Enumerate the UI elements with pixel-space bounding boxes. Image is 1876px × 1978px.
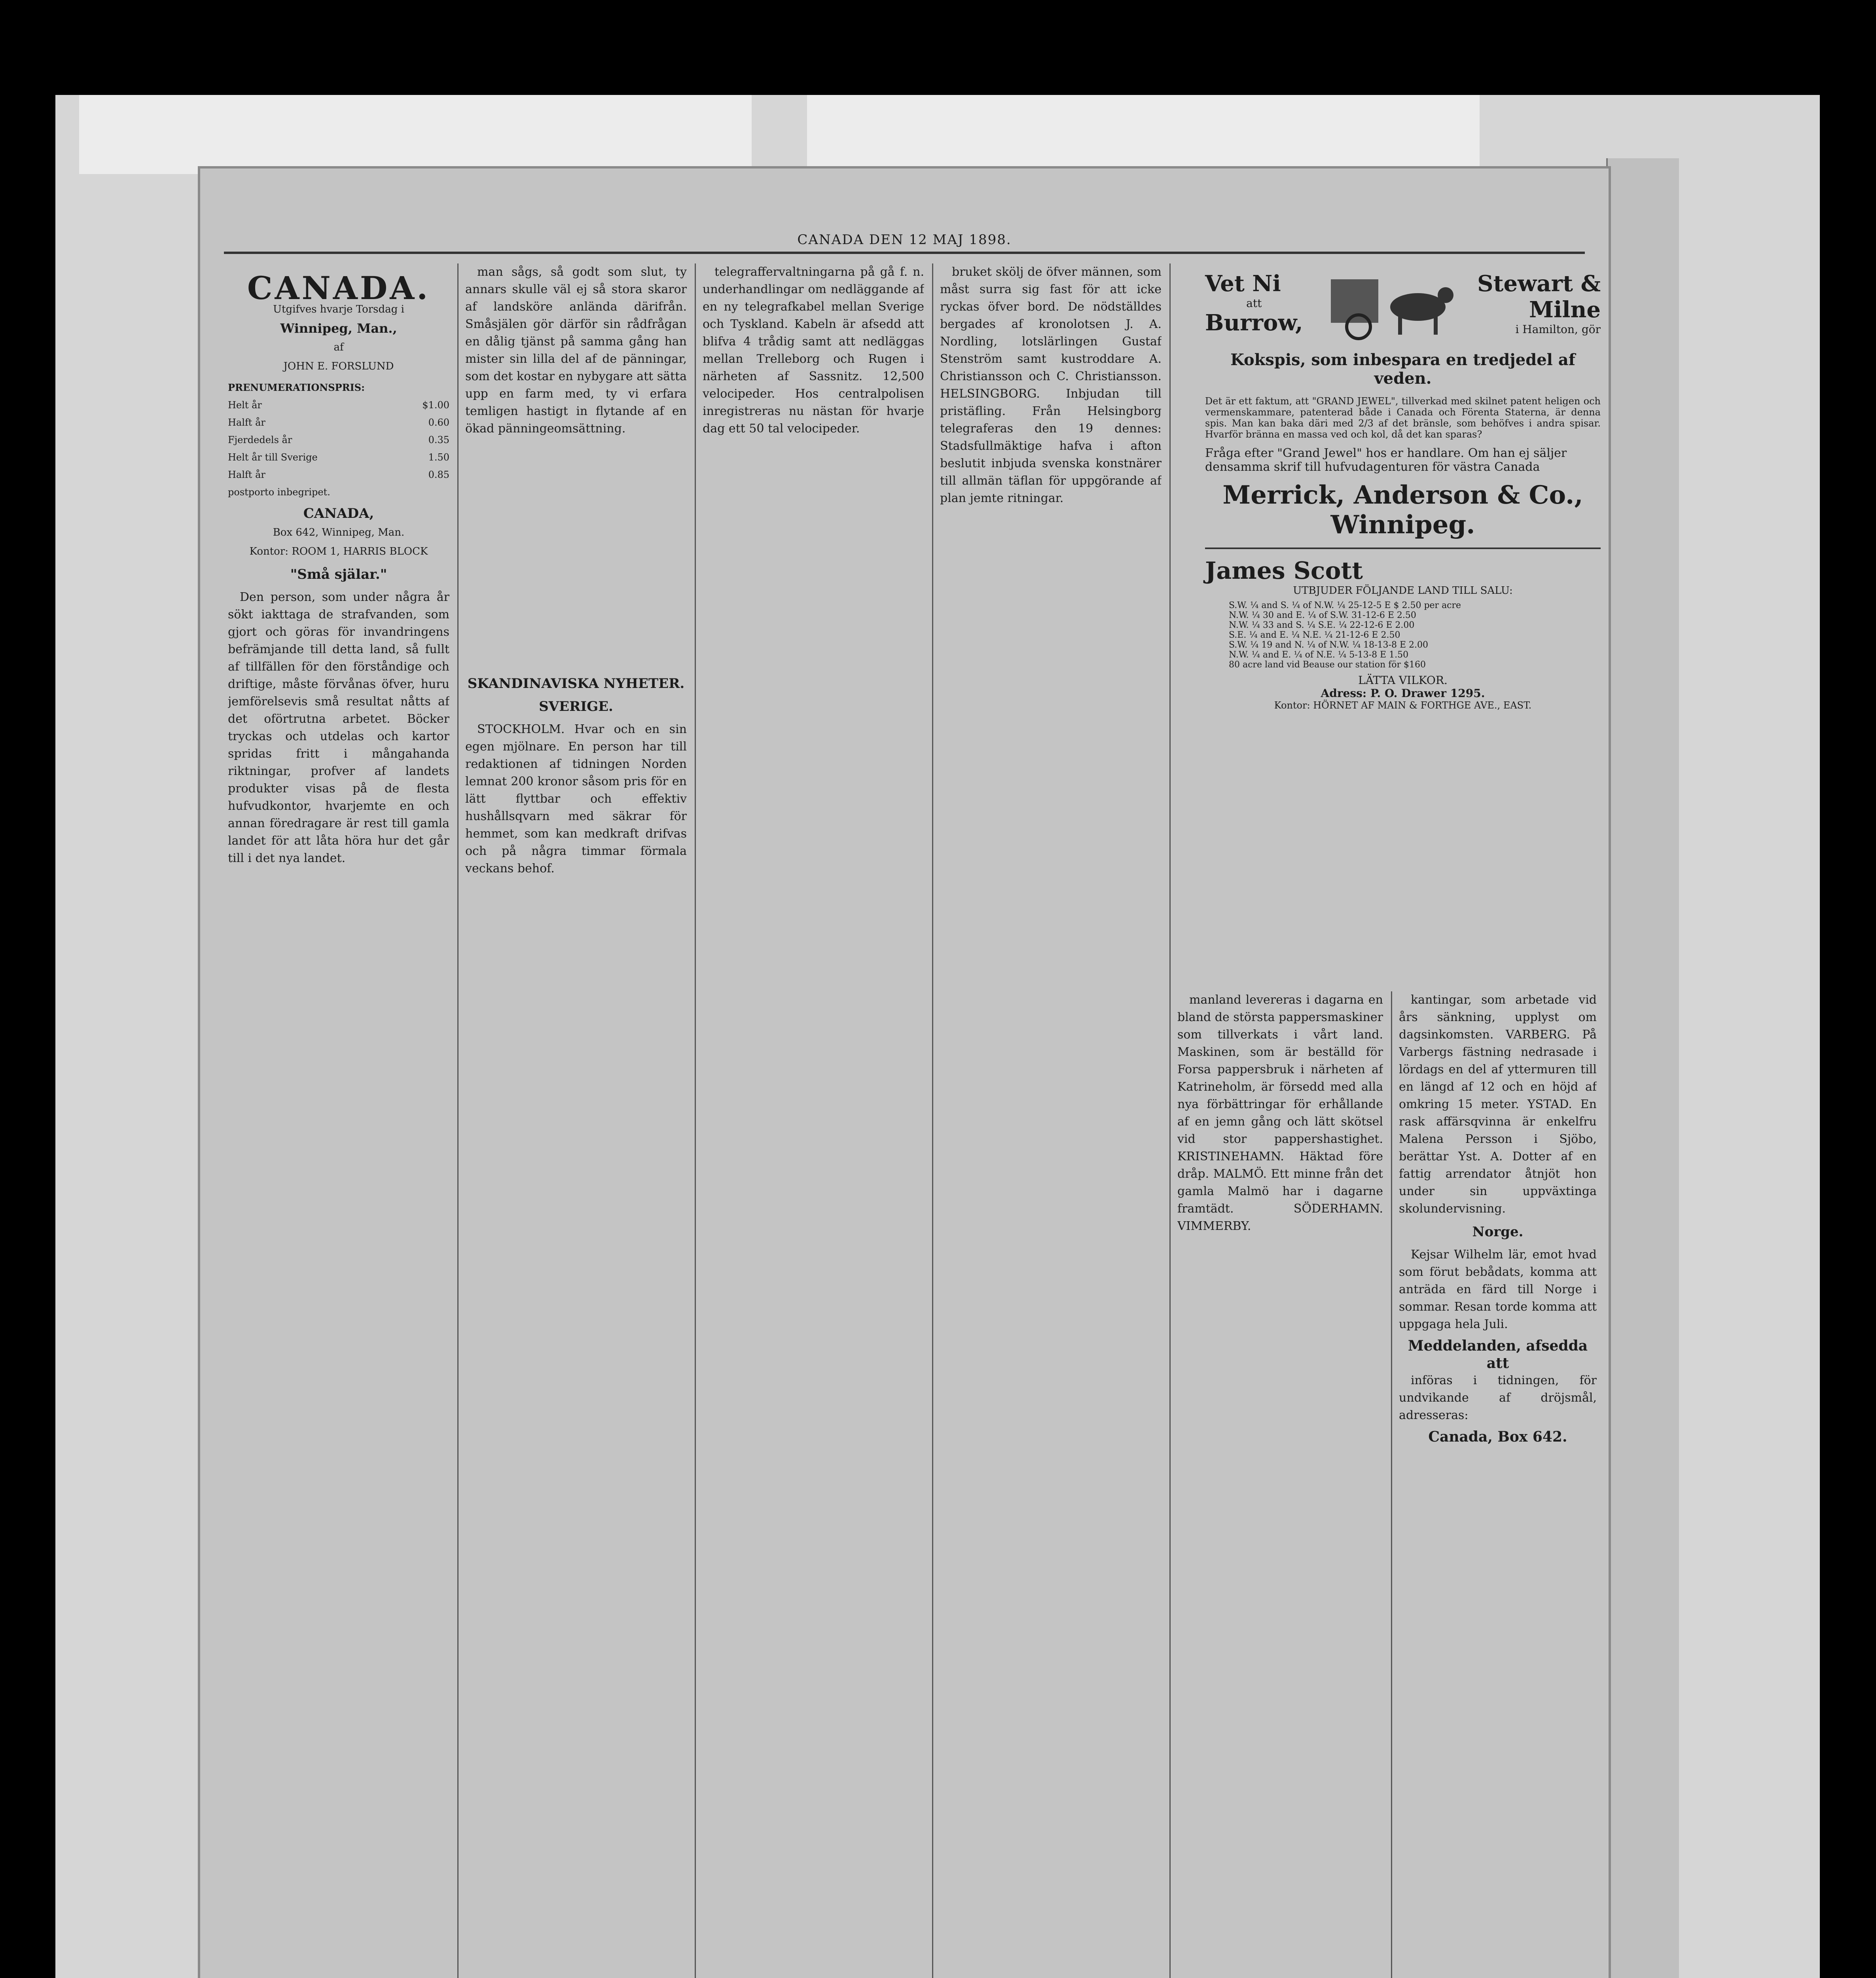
ad-header xyxy=(1205,263,1601,343)
section-body: STOCKHOLM. Hvar och en sin egen mjölnare. En person har till redaktionen af tidningen Norden lemnat 200 kronor såsom pris för en lätt flyttbar och effektiv hushållsqvarn med säkrar för hemmet, som kan medkraft drifvas och på några timmar förmala veckans behof. xyxy=(465,722,687,875)
notice-signature: Canada, Box 642. xyxy=(1428,1429,1567,1445)
ad-conjunction: att xyxy=(1246,296,1262,310)
price-row xyxy=(228,396,449,414)
price-row xyxy=(228,431,449,449)
masthead-title: CANADA. xyxy=(247,269,430,307)
column-body: manland levereras i dagarna en bland de största pappersmaskiner som tillverkats i vårt land. Maskinen, som är beställd för Forsa pappersbruk i närheten af Katrineholm, är försedd med alla nya förbättringar för erhållande af en jemn gång och lätt skötsel vid stor pappershastighet. KRISTINEHAMN. Häktad före dråp. MALMÖ. Ett minne från det gamla Malmö har i dagarne framtädt. SÖDERHAMN. VIMMERBY. xyxy=(1177,993,1383,1233)
masthead-line: af xyxy=(334,341,344,353)
ad-title-right: Stewart & xyxy=(1477,270,1601,297)
header-rule xyxy=(224,252,1585,254)
ad-title-left: Vet Ni xyxy=(1205,270,1281,297)
masthead-line: Utgifves hvarje Torsdag i xyxy=(273,303,404,315)
norway-body: Kejsar Wilhelm lär, emot hvad som förut bebådats, komma att anträda en färd till Norge i sommar. Resan torde komma att uppgaga hela Juli. xyxy=(1399,1248,1597,1331)
column-body: kantingar, som arbetade vid års sänkning, upplyst om dagsinkomsten. VARBERG. På Varbergs fästning nedrasade i lördags en del af yttermuren till en längd af 12 och en höjd af omkring 15 meter. YSTAD. En rask affärsqvinna är enkelfru Malena Persson i Sjöbo, berättar Yst. A. Dotter af en fattig arrendator åtnjöt hon under sin uppväxtinga skolundervisning. xyxy=(1399,993,1597,1216)
price-label: Helt år xyxy=(228,400,262,411)
column-rule xyxy=(1169,263,1171,1978)
ad-location: i Hamilton, gör xyxy=(1515,322,1601,336)
column-1 xyxy=(228,263,449,1978)
ad-divider xyxy=(1205,548,1601,549)
page-edge xyxy=(1606,158,1679,1978)
price-value: 1.50 xyxy=(428,452,449,463)
column-5 xyxy=(1177,991,1383,1978)
column-rule xyxy=(457,263,459,1978)
column-body: bruket skölj de öfver männen, som måst surra sig fast för att icke ryckas öfver bord. De nödställdes bergades af kronolotsen J. A. Nordling, lotslärlingen Gustaf Stenström samt kustroddare A. Christiansson och C. Christiansson. HELSINGBORG. Inbjudan till pristäfling. Från Helsingborg telegraferas den 19 dennes: Stadsfullmäktige hafva i afton beslutit inbjuda svenska konstnärer till allmän täflan för uppgörande af plan jemte ritningar. xyxy=(940,265,1162,505)
ad-tagline: Kokspis, som inbespara en tredjedel af veden. xyxy=(1230,351,1575,388)
column-body: man sågs, så godt som slut, ty annars skulle väl ej så stora skaror af landsköre anlända därifrån. Småsjälen gör därför sin rådfrågan en dålig tjänst på samma gång han mister sin lilla del af de pänningar, som det kostar en nybygare att sätta upp en farm med, ty vi erfara temligen hastigt in flytande af en ökad pänningeomsättning. xyxy=(465,265,687,436)
column-4 xyxy=(940,263,1162,1978)
price-heading: PRENUMERATIONSPRIS: xyxy=(228,382,365,393)
address-box: Box 642, Winnipeg, Man. xyxy=(273,527,405,538)
land-line: S.W. ¼ and S. ¼ of N.W. ¼ 25-12-5 E $ 2.50 per acre xyxy=(1229,601,1461,610)
newspaper-page xyxy=(198,166,1611,1978)
price-label: Halft år xyxy=(228,417,265,428)
ox-cart-illustration xyxy=(1323,263,1457,343)
ad-left xyxy=(1205,271,1303,336)
land-line: N.W. ¼ 33 and S. ¼ S.E. ¼ 22-12-6 E 2.00 xyxy=(1229,620,1415,630)
film-strip xyxy=(807,95,1480,174)
norway-title: Norge. xyxy=(1472,1224,1524,1240)
column-2 xyxy=(465,263,687,1978)
land-line: S.W. ¼ 19 and N. ¼ of N.W. ¼ 18-13-8 E 2.00 xyxy=(1229,640,1429,650)
postage-note: postporto inbegripet. xyxy=(228,487,330,498)
address-name: CANADA, xyxy=(303,506,374,521)
land-heading: UTBJUDER FÖLJANDE LAND TILL SALU: xyxy=(1293,585,1513,597)
price-label: Halft år xyxy=(228,469,265,480)
stove-advertisement xyxy=(1205,263,1601,976)
land-line: N.W. ¼ and E. ¼ of N.E. ¼ 5-13-8 E 1.50 xyxy=(1229,650,1409,660)
column-rule xyxy=(932,263,933,1978)
price-label: Fjerdedels år xyxy=(228,434,292,445)
notice-title: Meddelanden, afsedda att xyxy=(1408,1338,1588,1372)
column-body: telegraffervaltningarna på gå f. n. underhandlingar om nedläggande af en ny telegrafkabel mellan Sverige och Tyskland. Kabeln är afsedd att blifva 4 trådig samt att nedläggas mellan Trelleborg och Rugen i närheten af Sassnitz. 12,500 velocipeder. Hos centralpolisen inregistreras nu nästan för hvarje dag ett 50 tal velocipeder. xyxy=(703,265,924,436)
address-office: Kontor: ROOM 1, HARRIS BLOCK xyxy=(249,546,428,557)
masthead-publisher: JOHN E. FORSLUND xyxy=(283,360,394,372)
article-body: Den person, som under några år sökt iakttaga de strafvanden, som gjort och göras för invandringens befrämjande till detta land, så fullt af tillfällen för den förståndige och driftige, måste förvånas öfver, huru jemförelsevis små resultat nåtts af det oförtrutna arbetet. Böcker tryckas och utdelas och kartor spridas fritt i mångahanda riktningar, profver af landets produkter visas på de flesta hufvudkontor, hvarjemte en och annan föredragare är rest till gamla landet för att låta höra hur det går till i det nya landet. xyxy=(228,590,449,865)
land-footer: 80 acre land vid Beause our station för $160 xyxy=(1229,660,1426,670)
merchant-name: Merrick, Anderson & Co., Winnipeg. xyxy=(1222,480,1583,540)
land-office: Kontor: HÖRNET AF MAIN & FORTHGE AVE., EAST. xyxy=(1274,700,1532,711)
price-value: 0.60 xyxy=(428,417,449,428)
ad-maker-name: Milne xyxy=(1529,296,1601,323)
price-row xyxy=(228,449,449,466)
article-title: "Små själar." xyxy=(290,566,387,582)
column-rule xyxy=(695,263,696,1978)
page-header: CANADA DEN 12 MAJ 1898. xyxy=(797,232,1012,248)
section-subtitle: SVERIGE. xyxy=(539,699,613,714)
land-line: N.W. ¼ 30 and E. ¼ of S.W. 31-12-6 E 2.50 xyxy=(1229,610,1416,620)
masthead-city: Winnipeg, Man., xyxy=(280,321,397,336)
column-3 xyxy=(703,263,924,1978)
land-agent-name: James Scott xyxy=(1205,557,1363,585)
price-label: Helt år till Sverige xyxy=(228,452,318,463)
price-value: 0.85 xyxy=(428,469,449,480)
ad-body: Det är ett faktum, att "GRAND JEWEL", tillverkad med skilnet patent heligen och vermenskammare, patenterad både i Canada och Förenta Staterna, är denna spis. Man kan baka däri med 2/3 af det bränsle, som behöfves i andra spisar. Hvarför bränna en massa ved och kol, då det kan sparas? xyxy=(1205,396,1601,440)
ad-maker-name: Burrow, xyxy=(1205,309,1303,336)
column-6 xyxy=(1399,991,1597,1978)
price-value: 0.35 xyxy=(428,434,449,445)
notice-body: införas i tidningen, för undvikande af dröjsmål, adresseras: xyxy=(1399,1374,1597,1422)
land-address: Adress: P. O. Drawer 1295. xyxy=(1321,687,1485,700)
land-line: S.E. ¼ and E. ¼ N.E. ¼ 21-12-6 E 2.50 xyxy=(1229,630,1400,640)
price-row xyxy=(228,466,449,483)
price-row xyxy=(228,414,449,431)
section-title: SKANDINAVISKA NYHETER. xyxy=(467,676,685,692)
ad-right xyxy=(1477,271,1601,336)
price-list xyxy=(228,379,449,501)
land-terms: LÄTTA VILKOR. xyxy=(1358,674,1448,687)
ad-ask: Fråga efter "Grand Jewel" hos er handlare. Om han ej säljer densamma skrif till hufvudagenturen för västra Canada xyxy=(1205,446,1567,474)
land-list xyxy=(1229,601,1577,670)
price-value: $1.00 xyxy=(422,400,449,411)
film-strip xyxy=(79,95,752,174)
column-rule xyxy=(1391,991,1392,1978)
